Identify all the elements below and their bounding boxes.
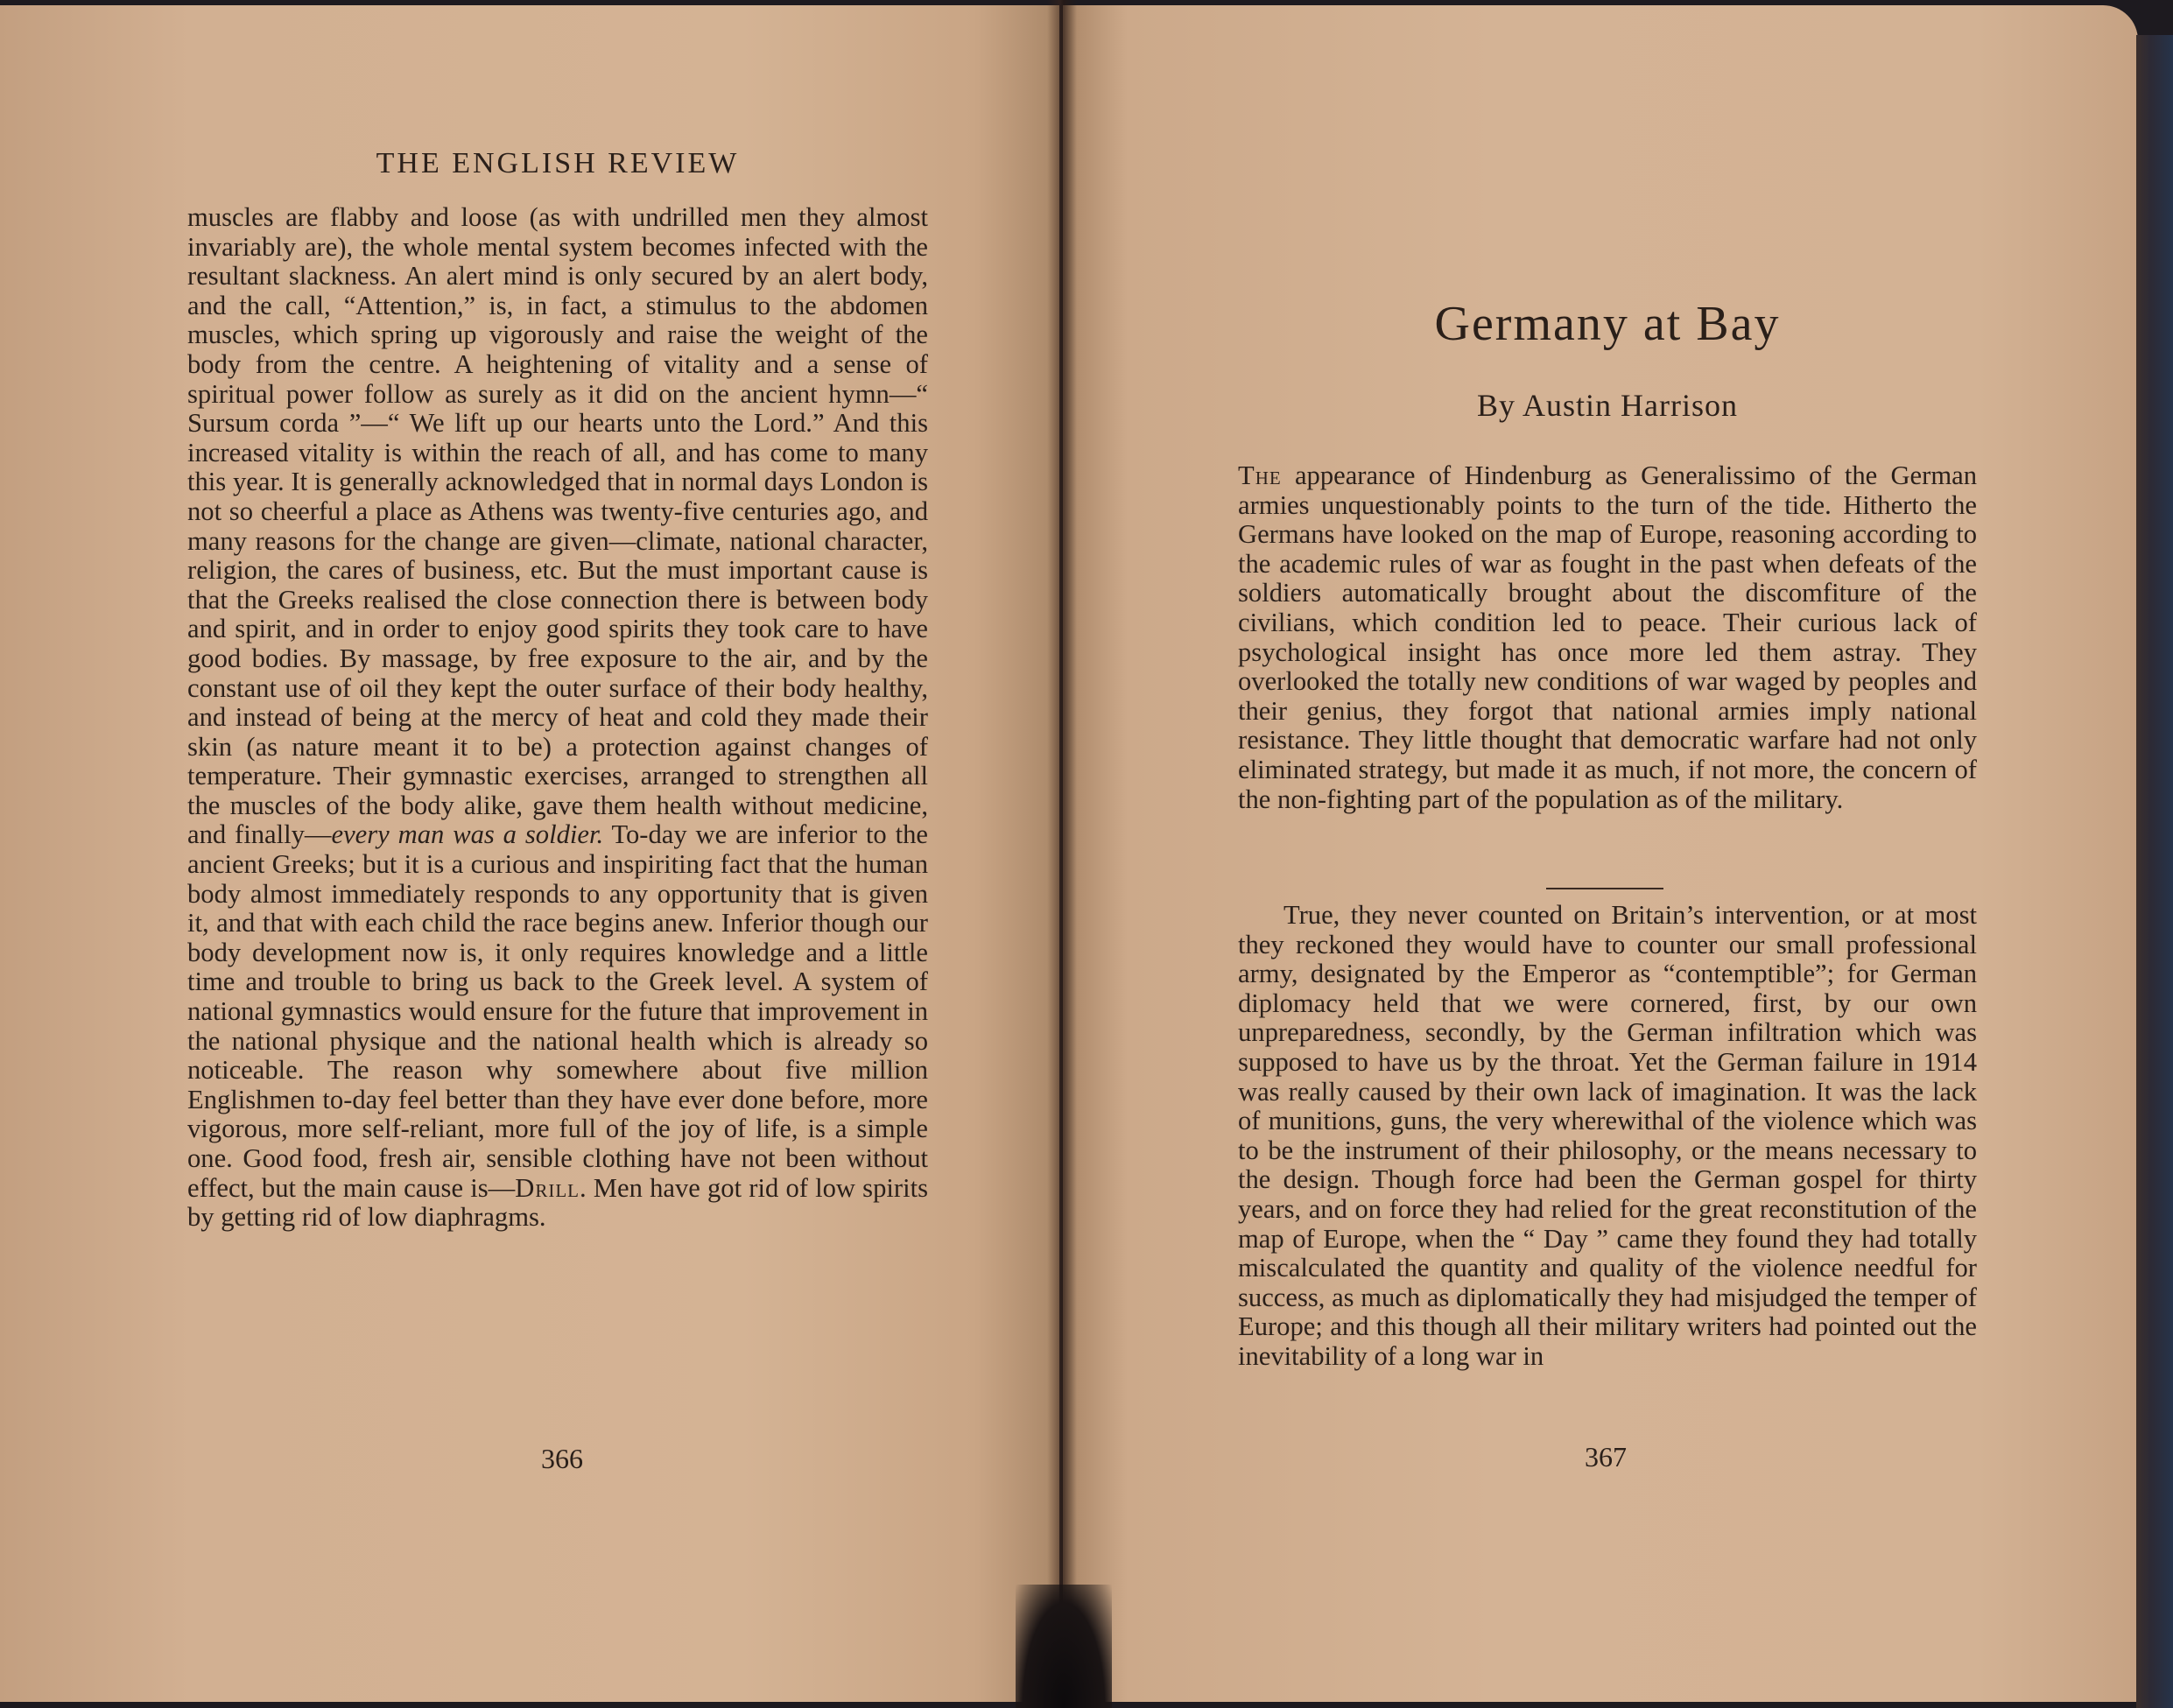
left-body-italic-phrase: every man was a soldier. <box>331 819 604 850</box>
left-body-text-part1: muscles are flabby and loose (as with undrilled men they almost invariably are), the whole mental system becomes infected with the resultant slackness. An alert mind is only secured by an alert body, and the call, “Attention,” is, in fact, a stimulus to the abdomen muscles, which spring up vigorously and raise the weight of the body from the centre. A heightening of vitality and a sense of spiritual power follow as surely as it did on the ancient hymn—“ Sursum corda ”—“ We lift up our hearts unto the Lord.” And this increased vitality is within the reach of all, and has come to many this year. It is generally acknowledged that in normal days London is not so cheerful a place as Athens was twenty-five centuries ago, and many reasons for the change are given—climate, national character, religion, the cares of business, etc. But the must important cause is that the Greeks realised the close connection there is between body and spirit, and in order to enjoy good spirits they took care to have good bodies. By massage, by free exposure to the air, and by the constant use of oil they kept the outer surface of their body healthy, and instead of being at the mercy of heat and cold they made their skin (as nature meant it to be) a protection against changes of temperature. Their gymnastic exercises, arranged to strengthen all the muscles of the body alike, gave them health without medicine, and finally— <box>187 202 928 850</box>
right-paragraph-1 <box>1238 461 1977 814</box>
page-number-left: 366 <box>541 1443 583 1474</box>
section-divider-rule <box>1546 888 1663 889</box>
book-cover-edge <box>2136 35 2173 1708</box>
left-page-body <box>187 203 928 1233</box>
left-body-text-part2: To-day we are inferior to the ancient Greeks; but it is a curious and inspiriting fact that the human body almost immediately responds to any opportunity that is given it, and that with each child the race begins anew. Inferior though our body development now is, it only requires knowledge and a little time and trouble to bring us back to the Greek level. A system of national gymnastics would ensure for the future that improvement in the national physique and the national health which is already so noticeable. The reason why somewhere about five million Englishmen to-day feel better than they have ever done before, more vigorous, more self-reliant, more full of the joy of life, is a simple one. Good food, fresh air, sensible clothing have not been without effect, but the main cause is— <box>187 819 928 1203</box>
article-title: Germany at Bay <box>1434 297 1781 351</box>
page-number-right: 367 <box>1585 1441 1627 1473</box>
running-head: THE ENGLISH REVIEW <box>376 147 740 179</box>
book-gutter <box>1047 0 1077 1708</box>
spine-shadow <box>1016 1585 1112 1708</box>
right-paragraph-2: True, they never counted on Britain’s intervention, or at most they reckoned they would have to counter our small professional army, designated by the Emperor as “contemptible”; for German diplomacy held that we were cornered, first, by our own unpreparedness, secondly, by the German infiltration which was supposed to have us by the throat. Yet the German failure in 1914 was really caused by their own lack of imagination. It was the lack of munitions, guns, the very wherewithal of the violence which was to be the instrument of their philosophy, or the means necessary to the design. Though force had been the German gospel for thirty years, and on force they had relied for the great reconstitution of the map of Europe, when the “ Day ” came they found they had totally miscalculated the quantity and quality of the violence needful for success, as much as diplomatically they had misjudged the temper of Europe; and this though all their military writers had pointed out the inevitability of a long war in <box>1238 900 1977 1371</box>
left-body-text-end: . Men have got rid of low spirits by getting rid of low diaphragms. <box>187 1172 928 1233</box>
article-byline: By Austin Harrison <box>1476 388 1738 423</box>
opening-smallcaps-word: The <box>1238 460 1282 490</box>
right-paragraph-1-text: appearance of Hindenburg as Generalissimo of the German armies unquestionably points to the turn of the tide. Hitherto the Germans have looked on the map of Europe, reasoning according to the academic rules of war as fought in the past when defeats of the soldiers automatically brought about the discomfiture of the civilians, which condition led to peace. Their curious lack of psychological insight has once more led them astray. They overlooked the totally new conditions of war waged by peoples and their genius, they forgot that national armies imply national resistance. They little thought that democratic warfare had not only eliminated strategy, but made it as much, if not more, the concern of the non-fighting part of the population as of the military. <box>1238 460 1977 814</box>
left-body-smallcaps-word: Drill <box>515 1172 580 1203</box>
